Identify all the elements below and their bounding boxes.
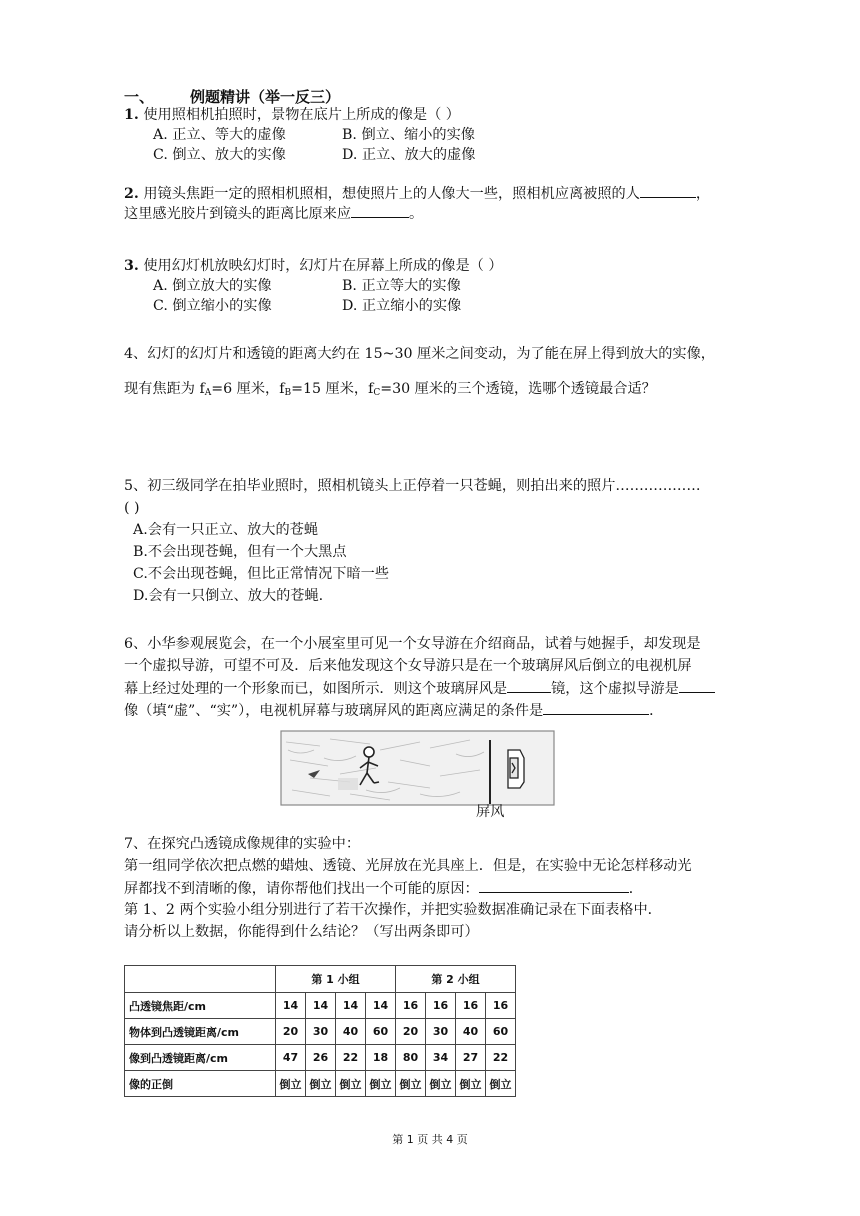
q1-option-b: B. 倒立、缩小的实像 — [342, 127, 475, 143]
table-cell: 27 — [456, 1045, 486, 1071]
q5-option-d: D.会有一只倒立、放大的苍蝇. — [133, 588, 324, 604]
q4-sub-a: A — [204, 388, 212, 398]
q4-sub-b: B — [284, 388, 292, 398]
q4-text-c: =15 厘米，f — [291, 381, 374, 397]
table-row — [125, 1045, 516, 1071]
q6-line2: 一个虚拟导游，可望不可及．后来他发现这个女导游只是在一个玻璃屏风后倒立的电视机屏 — [124, 658, 692, 674]
group-1-header: 第 1 小组 — [276, 966, 396, 993]
q7-punct: ． — [628, 881, 643, 897]
row-label: 像的正倒 — [125, 1071, 276, 1097]
q4-text-d: =30 厘米的三个透镜，选哪个透镜最合适？ — [380, 381, 656, 397]
table-cell: 22 — [336, 1045, 366, 1071]
q5-line1: 5、初三级同学在拍毕业照时，照相机镜头上正停着一只苍蝇，则拍出来的照片……………… — [124, 478, 701, 494]
q7-line5: 请分析以上数据，你能得到什么结论？（写出两条即可） — [124, 924, 479, 940]
q3-stem — [124, 256, 503, 276]
table-cell: 20 — [396, 1019, 426, 1045]
table-cell: 倒立 — [276, 1071, 306, 1097]
exhibition-figure — [280, 730, 555, 806]
table-corner-cell — [125, 966, 276, 993]
q2-number: 2. — [124, 186, 139, 202]
q2-text2: 这里感光胶片到镜头的距离比原来应 — [124, 206, 352, 222]
q1-text: 使用照相机拍照时，景物在底片上所成的像是（ ） — [143, 107, 460, 123]
section-heading — [124, 86, 340, 107]
q1-option-d: D. 正立、放大的虚像 — [342, 147, 476, 163]
q6-text-4a: 像（填“虚”、“实”），电视机屏幕与玻璃屏风的距离应满足的条件是 — [124, 703, 544, 719]
table-cell: 40 — [456, 1019, 486, 1045]
q4-sub-c: C — [373, 388, 381, 398]
table-header-row — [125, 966, 516, 993]
q6-text-3b: 镜，这个虚拟导游是 — [551, 681, 679, 697]
q3-option-d: D. 正立缩小的实像 — [342, 298, 462, 314]
table-cell: 60 — [366, 1019, 396, 1045]
table-cell: 倒立 — [426, 1071, 456, 1097]
q5-paren: ( ) — [124, 500, 140, 516]
table-cell: 30 — [306, 1019, 336, 1045]
q2-blank-2[interactable] — [351, 203, 409, 218]
table-cell: 16 — [486, 993, 516, 1019]
section-number: 一、 — [124, 88, 155, 106]
q3-option-c: C. 倒立缩小的实像 — [153, 298, 272, 314]
q1-number: 1. — [124, 107, 139, 123]
q5-option-c: C.不会出现苍蝇，但比正常情况下暗一些 — [133, 566, 390, 582]
q3-option-a: A. 倒立放大的实像 — [153, 278, 272, 294]
table-cell: 14 — [276, 993, 306, 1019]
table-row — [125, 993, 516, 1019]
q7-blank[interactable] — [479, 878, 629, 893]
q6-punct: ． — [649, 703, 664, 719]
table-cell: 34 — [426, 1045, 456, 1071]
group-2-header: 第 2 小组 — [396, 966, 516, 993]
table-cell: 倒立 — [486, 1071, 516, 1097]
q6-blank-3[interactable] — [543, 700, 649, 715]
table-cell: 倒立 — [456, 1071, 486, 1097]
table-cell: 40 — [336, 1019, 366, 1045]
q6-line3 — [124, 678, 715, 699]
q5-option-a: A.会有一只正立、放大的苍蝇 — [133, 522, 319, 538]
q4-text-a: 现有焦距为 f — [124, 381, 205, 397]
q6-text-3a: 幕上经过处理的一个形象而已，如图所示．则这个玻璃屏风是 — [124, 681, 508, 697]
table-cell: 14 — [336, 993, 366, 1019]
table-cell: 倒立 — [396, 1071, 426, 1097]
table-cell: 20 — [276, 1019, 306, 1045]
q7-line4: 第 1、2 两个实验小组分别进行了若干次操作，并把实验数据准确记录在下面表格中． — [124, 902, 662, 918]
q4-line2 — [124, 379, 656, 403]
row-label: 物体到凸透镜距离/cm — [125, 1019, 276, 1045]
page-footer: 第 1 页 共 4 页 — [392, 1133, 468, 1146]
table-cell: 18 — [366, 1045, 396, 1071]
table-row — [125, 1019, 516, 1045]
table-cell: 22 — [486, 1045, 516, 1071]
table-cell: 47 — [276, 1045, 306, 1071]
table-cell: 倒立 — [366, 1071, 396, 1097]
q2-punct-1: ， — [695, 186, 711, 202]
q7-line1: 7、在探究凸透镜成像规律的实验中： — [124, 836, 361, 852]
q3-number: 3. — [124, 258, 139, 274]
q1-option-a: A. 正立、等大的虚像 — [153, 127, 286, 143]
q2-line2 — [124, 203, 423, 224]
table-cell: 16 — [456, 993, 486, 1019]
q2-text1: 用镜头焦距一定的照相机照相，想使照片上的人像大一些，照相机应离被照的人 — [143, 186, 640, 202]
q6-line4 — [124, 700, 663, 721]
q7-line3 — [124, 878, 643, 899]
q7-text-3: 屏都找不到清晰的像，请你帮他们找出一个可能的原因： — [124, 881, 479, 897]
q5-option-b: B.不会出现苍蝇，但有一个大黑点 — [133, 544, 347, 560]
q6-line1: 6、小华参观展览会，在一个小展室里可见一个女导游在介绍商品，试着与她握手，却发现是 — [124, 636, 701, 652]
q7-line2: 第一组同学依次把点燃的蜡烛、透镜、光屏放在光具座上．但是，在实验中无论怎样移动光 — [124, 858, 692, 874]
table-cell: 14 — [366, 993, 396, 1019]
table-cell: 16 — [396, 993, 426, 1019]
q6-blank-2[interactable] — [679, 678, 715, 693]
q1-option-c: C. 倒立、放大的实像 — [153, 147, 286, 163]
experiment-data-table — [124, 965, 516, 1097]
q1-stem — [124, 105, 460, 125]
table-cell: 倒立 — [306, 1071, 336, 1097]
q4-line1: 4、幻灯的幻灯片和透镜的距离大约在 15~30 厘米之间变动，为了能在屏上得到放大的实像， — [124, 346, 715, 362]
q3-text: 使用幻灯机放映幻灯时，幻灯片在屏幕上所成的像是（ ） — [143, 258, 503, 274]
table-cell: 80 — [396, 1045, 426, 1071]
table-cell: 30 — [426, 1019, 456, 1045]
row-label: 凸透镜焦距/cm — [125, 993, 276, 1019]
table-row — [125, 1071, 516, 1097]
tv-icon — [508, 750, 524, 788]
section-title: 例题精讲（举一反三） — [190, 88, 341, 106]
table-cell: 26 — [306, 1045, 336, 1071]
q6-blank-1[interactable] — [507, 678, 551, 693]
q4-text-b: =6 厘米，f — [211, 381, 285, 397]
figure-label-screen: 屏风 — [476, 804, 505, 820]
q2-punct-2: 。 — [409, 206, 424, 222]
q3-option-b: B. 正立等大的实像 — [342, 278, 461, 294]
table-cell: 倒立 — [336, 1071, 366, 1097]
row-label: 像到凸透镜距离/cm — [125, 1045, 276, 1071]
q2-blank-1[interactable] — [640, 183, 696, 198]
light-patch — [338, 778, 358, 790]
table-cell: 14 — [306, 993, 336, 1019]
table-cell: 16 — [426, 993, 456, 1019]
table-cell: 60 — [486, 1019, 516, 1045]
q2-line1 — [124, 183, 710, 204]
